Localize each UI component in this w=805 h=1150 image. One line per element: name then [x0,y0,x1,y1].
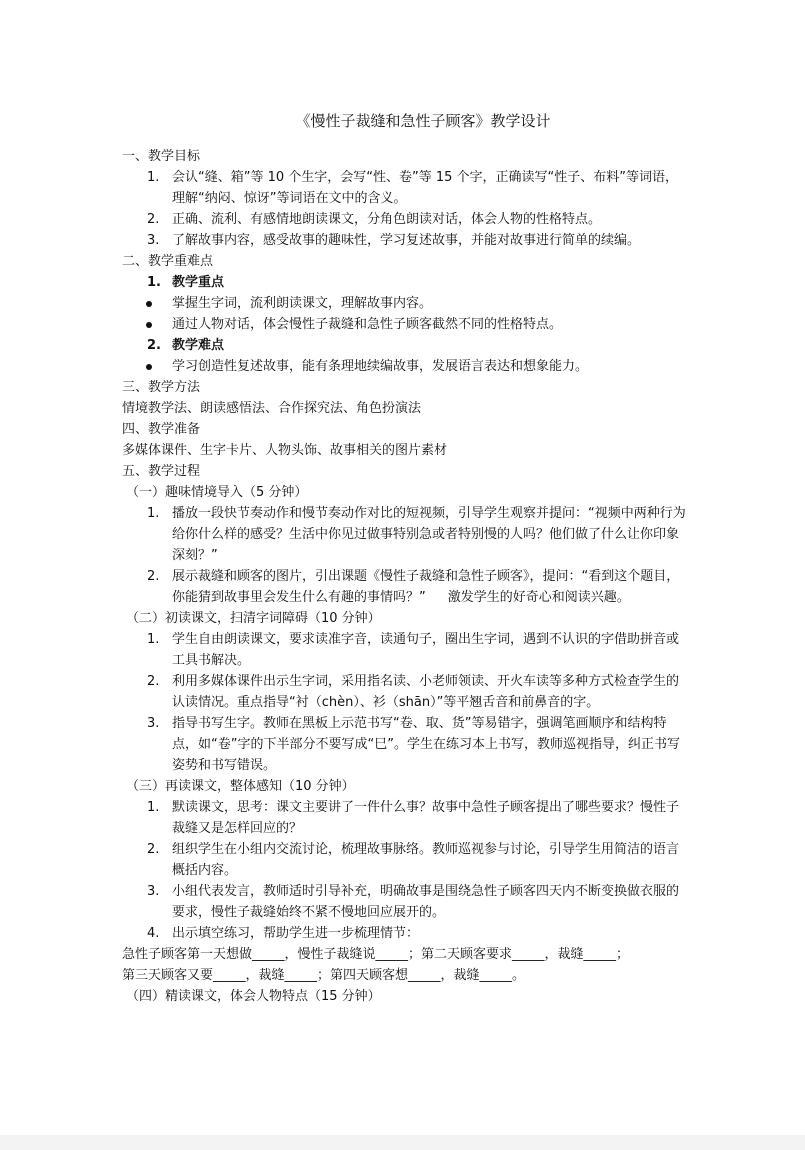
item-number: 1. [147,506,160,521]
process-item [122,671,688,713]
section-heading-key-points: 二、教学重难点 [122,254,214,269]
item-number: 3. [147,233,160,248]
section-heading-process: 五、教学过程 [122,464,201,479]
subsection-heading: （四）精读课文，体会人物特点（15 分钟） [126,989,381,1004]
item-text: 会认“缝、箱”等 10 个生字，会写“性、卷”等 15 个字，正确读写“性子、布料”等词语，理解“纳闷、惊讶”等词语在文中的含义。 [172,170,679,206]
item-number: 3. [147,716,160,731]
preparation-text: 多媒体课件、生字卡片、人物头饰、故事相关的图片素材 [122,443,448,458]
item-text: 利用多媒体课件出示生字词，采用指名读、小老师领读、开火车读等多种方式检查学生的认读情况。重点指导“衬（chèn）、衫（shān）”等平翘舌音和前鼻音的字。 [172,674,680,710]
subsection-heading: （一）趣味情境导入（5 分钟） [126,485,308,500]
process-item [122,629,688,671]
process-item [122,923,688,944]
item-number: 1. [147,275,161,290]
item-text: 通过人物对话，体会慢性子裁缝和急性子顾客截然不同的性格特点。 [172,317,563,332]
section-heading-methods: 三、教学方法 [122,380,201,395]
section-heading-preparation: 四、教学准备 [122,422,201,437]
item-text: 播放一段快节奏动作和慢节奏动作对比的短视频，引导学生观察并提问：“视频中两种行为给你什么样的感受？生活中你见过做事特别急或者特别慢的人吗？他们做了什么让你印象深刻？” [172,506,686,563]
item-text: 了解故事内容，感受故事的趣味性，学习复述故事，并能对故事进行简单的续编。 [172,233,641,248]
goal-item [122,209,688,230]
document-title: 《慢性子裁缝和急性子顾客》教学设计 [295,112,551,130]
item-number: 4. [147,926,160,941]
item-text: 小组代表发言，教师适时引导补充，明确故事是围绕急性子顾客四天内不断变换做衣服的要求，慢性子裁缝始终不紧不慢地回应展开的。 [172,884,680,920]
item-number: 2. [147,674,160,689]
bullet-icon [146,364,152,370]
section-heading-goals: 一、教学目标 [122,149,201,164]
methods-text: 情境教学法、朗读感悟法、合作探究法、角色扮演法 [122,401,422,416]
item-text: 正确、流利、有感情地朗读课文，分角色朗读对话，体会人物的性格特点。 [172,212,602,227]
process-item [122,566,688,608]
item-text: 组织学生在小组内交流讨论，梳理故事脉络。教师巡视参与讨论，引导学生用简洁的语言概括内容。 [172,842,680,878]
bullet-icon [146,301,152,307]
bullet-item [122,293,688,314]
item-text: 出示填空练习，帮助学生进一步梳理情节： [172,926,420,941]
item-text: 展示裁缝和顾客的图片，引出课题《慢性子裁缝和急性子顾客》，提问：“看到这个题目，你能猜到故事里会发生什么有趣的事情吗？” [172,569,680,605]
bullet-item [122,356,688,377]
item-text: 指导书写生字。教师在黑板上示范书写“卷、取、货”等易错字，强调笔画顺序和结构特点，如“卷”字的下半部分不要写成“巳”。学生在练习本上书写，教师巡视指导，纠正书写姿势和书写错误。 [172,716,680,773]
bullet-icon [146,322,152,328]
process-item [122,881,688,923]
item-text: 学生自由朗读课文，要求读准字音，读通句子，圈出生字词，遇到不认识的字借助拼音或工具书解决。 [172,632,680,668]
process-item [122,713,688,776]
item-text: 教学重点 [172,275,225,290]
item-number: 2. [147,212,160,227]
subsection-heading: （二）初读课文，扫清字词障碍（10 分钟） [126,611,381,626]
item-number: 2. [147,569,160,584]
goal-item [122,167,688,209]
item-number: 2. [147,842,160,857]
item-number: 1. [147,800,160,815]
item-number: 2. [147,338,161,353]
goal-item [122,230,688,251]
item-text: 教学难点 [172,338,225,353]
fill-blank-line: 急性子顾客第一天想做_____，慢性子裁缝说_____；第二天顾客要求_____，裁缝_____； [122,947,630,962]
item-number: 1. [147,170,160,185]
item-text: 激发学生的好奇心和阅读兴趣。 [447,590,630,605]
item-text: 默读课文，思考：课文主要讲了一件什么事？故事中急性子顾客提出了哪些要求？慢性子裁缝又是怎样回应的？ [172,800,680,836]
process-item [122,797,688,839]
subsection-heading: （三）再读课文，整体感知（10 分钟） [126,779,355,794]
bullet-item [122,314,688,335]
process-item [122,503,688,566]
item-number: 3. [147,884,160,899]
fill-blank-line: 第三天顾客又要_____，裁缝_____；第四天顾客想_____，裁缝_____。 [122,968,526,983]
item-text: 掌握生字词，流利朗读课文，理解故事内容。 [172,296,433,311]
difficulty-heading [122,335,688,356]
key-point-heading [122,272,688,293]
process-item [122,839,688,881]
item-number: 1. [147,632,160,647]
item-text: 学习创造性复述故事，能有条理地续编故事，发展语言表达和想象能力。 [172,359,589,374]
document-body [122,110,688,1007]
